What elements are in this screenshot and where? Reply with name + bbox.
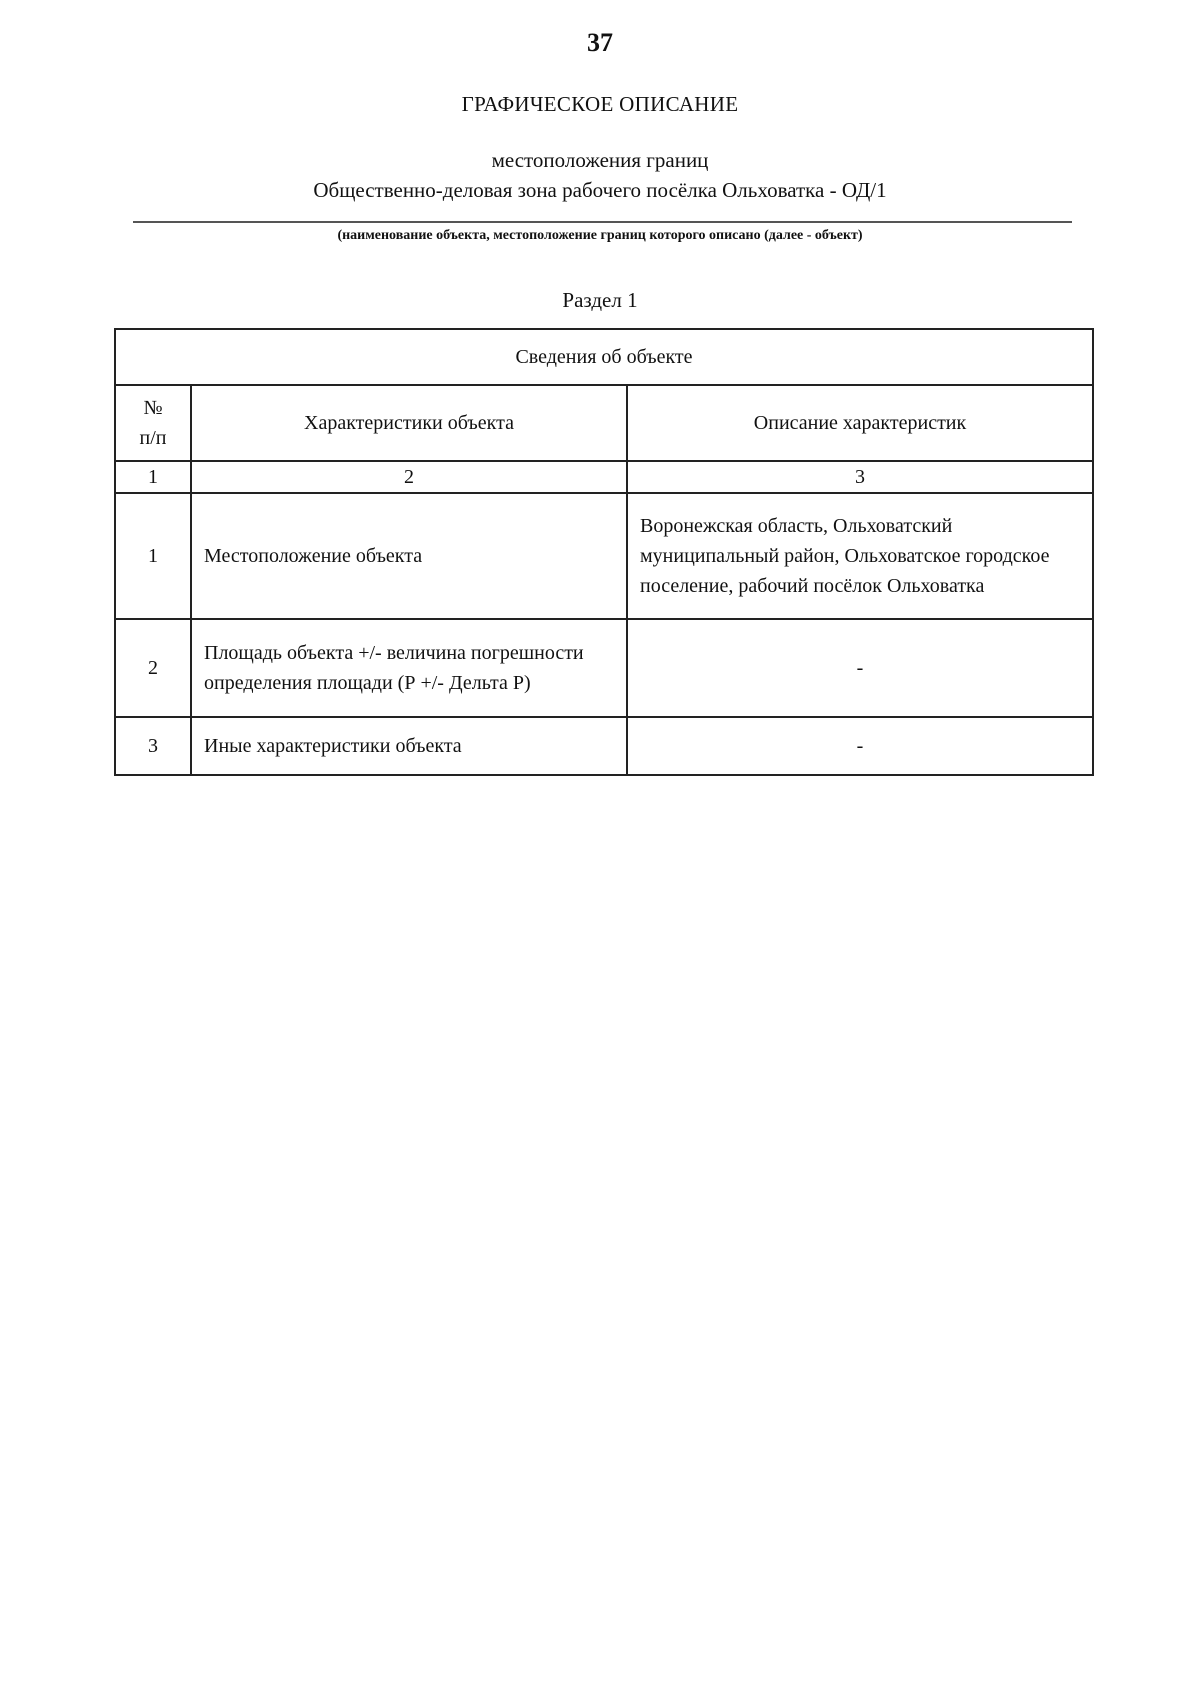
document-title: ГРАФИЧЕСКОЕ ОПИСАНИЕ — [461, 92, 739, 116]
section-label: Раздел 1 — [562, 288, 638, 312]
header-no-symbol: № — [143, 397, 163, 419]
document-subtitle-1: местоположения границ — [491, 148, 709, 172]
table-title-row — [115, 329, 1093, 385]
row-number: 2 — [115, 619, 191, 717]
row-number: 3 — [115, 717, 191, 775]
row-description: - — [627, 619, 1093, 717]
header-cell-characteristic: Характеристики объекта — [191, 385, 627, 461]
table-row — [115, 717, 1093, 775]
row-description: Воронежская область, Ольховатский муниципальный район, Ольховатское городское поселение, рабочий посёлок Ольховатка — [627, 493, 1093, 619]
page-number: 37 — [587, 28, 613, 57]
column-number-1: 1 — [115, 461, 191, 493]
column-number-row — [115, 461, 1093, 493]
row-description: - — [627, 717, 1093, 775]
table-title: Сведения об объекте — [115, 329, 1093, 385]
row-characteristic: Иные характеристики объекта — [191, 717, 627, 775]
document-subtitle-2: Общественно-деловая зона рабочего посёлка Ольховатка - ОД/1 — [313, 178, 887, 202]
row-characteristic: Площадь объекта +/- величина погрешности определения площади (Р +/- Дельта Р) — [191, 619, 627, 717]
column-number-2: 2 — [191, 461, 627, 493]
object-caption: (наименование объекта, местоположение границ которого описано (далее - объект) — [337, 228, 863, 243]
header-cell-description: Описание характеристик — [627, 385, 1093, 461]
row-number: 1 — [115, 493, 191, 619]
title-underline — [133, 221, 1072, 223]
table-row — [115, 493, 1093, 619]
header-cell-no — [115, 385, 191, 461]
row-characteristic: Местоположение объекта — [191, 493, 627, 619]
header-no-abbr: п/п — [139, 427, 167, 449]
table-header-row — [115, 385, 1093, 461]
object-info-table — [114, 328, 1094, 776]
table-row — [115, 619, 1093, 717]
column-number-3: 3 — [627, 461, 1093, 493]
